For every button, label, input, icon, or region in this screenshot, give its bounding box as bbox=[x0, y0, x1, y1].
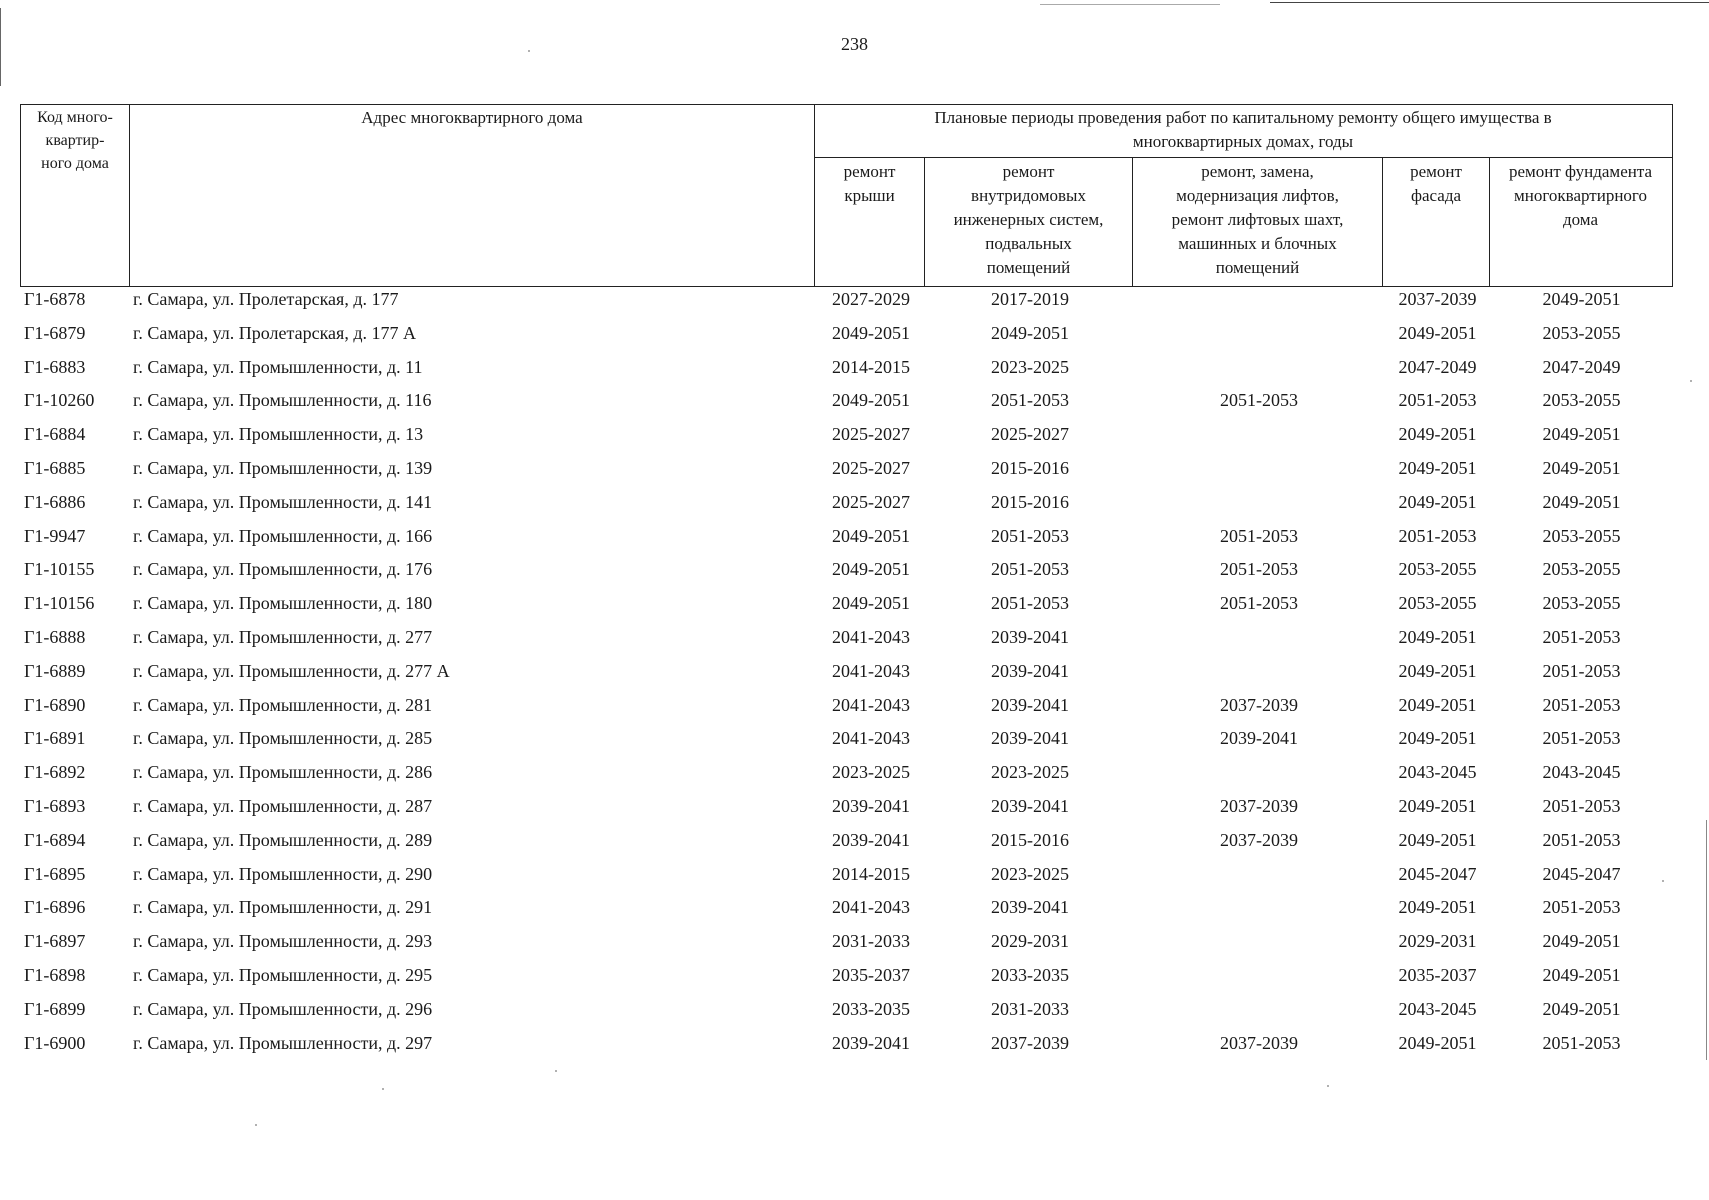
cell-lifts: 2039-2041 bbox=[1220, 728, 1298, 749]
cell-foundation: 2051-2053 bbox=[1542, 795, 1621, 816]
cell-engineering: 2015-2016 bbox=[991, 491, 1069, 512]
cell-engineering: 2051-2053 bbox=[991, 525, 1069, 546]
cell-code: Г1-6889 bbox=[24, 660, 86, 681]
cell-roof: 2014-2015 bbox=[832, 863, 910, 884]
table-row bbox=[20, 590, 1672, 624]
cell-engineering: 2049-2051 bbox=[991, 322, 1069, 343]
table-row bbox=[20, 421, 1672, 455]
table-row bbox=[20, 894, 1672, 928]
cell-engineering: 2015-2016 bbox=[991, 457, 1069, 478]
cell-facade: 2049-2051 bbox=[1398, 829, 1477, 850]
cell-roof: 2035-2037 bbox=[832, 964, 910, 985]
cell-roof: 2039-2041 bbox=[832, 795, 910, 816]
cell-foundation: 2053-2055 bbox=[1542, 593, 1621, 614]
cell-engineering: 2039-2041 bbox=[991, 694, 1069, 715]
cell-foundation: 2049-2051 bbox=[1542, 457, 1621, 478]
cell-address: г. Самара, ул. Промышленности, д. 139 bbox=[133, 457, 433, 478]
cell-foundation: 2049-2051 bbox=[1542, 964, 1621, 985]
cell-address: г. Самара, ул. Промышленности, д. 293 bbox=[133, 931, 433, 952]
cell-foundation: 2047-2049 bbox=[1542, 356, 1621, 377]
cell-foundation: 2049-2051 bbox=[1542, 424, 1621, 445]
header-lifts: ремонт, замена, модернизация лифтов, ремонт лифтовых шахт, машинных и блочных помещений bbox=[1171, 162, 1344, 277]
cell-engineering: 2031-2033 bbox=[991, 998, 1069, 1019]
cell-engineering: 2023-2025 bbox=[991, 356, 1069, 377]
table-row bbox=[20, 962, 1672, 996]
header-periods: Плановые периоды проведения работ по капитальному ремонту общего имущества в многоквартирных домах, годы bbox=[934, 108, 1552, 151]
cell-facade: 2049-2051 bbox=[1398, 491, 1477, 512]
table-row bbox=[20, 286, 1672, 320]
cell-roof: 2049-2051 bbox=[832, 322, 910, 343]
cell-facade: 2049-2051 bbox=[1398, 626, 1477, 647]
header-roof: ремонт крыши bbox=[843, 162, 896, 205]
cell-facade: 2049-2051 bbox=[1398, 457, 1477, 478]
cell-address: г. Самара, ул. Промышленности, д. 166 bbox=[133, 525, 433, 546]
cell-roof: 2041-2043 bbox=[832, 728, 910, 749]
scan-speck bbox=[255, 1124, 257, 1126]
cell-engineering: 2051-2053 bbox=[991, 593, 1069, 614]
cell-foundation: 2049-2051 bbox=[1542, 491, 1621, 512]
cell-code: Г1-6899 bbox=[24, 998, 86, 1019]
header-engineering: ремонт внутридомовых инженерных систем, подвальных помещений bbox=[953, 162, 1104, 277]
cell-address: г. Самара, ул. Промышленности, д. 290 bbox=[133, 863, 433, 884]
cell-roof: 2023-2025 bbox=[832, 762, 910, 783]
cell-lifts: 2037-2039 bbox=[1220, 795, 1298, 816]
table-row bbox=[20, 725, 1672, 759]
cell-engineering: 2033-2035 bbox=[991, 964, 1069, 985]
cell-foundation: 2051-2053 bbox=[1542, 728, 1621, 749]
cell-engineering: 2039-2041 bbox=[991, 626, 1069, 647]
cell-address: г. Самара, ул. Промышленности, д. 11 bbox=[133, 356, 423, 377]
cell-facade: 2049-2051 bbox=[1398, 728, 1477, 749]
cell-code: Г1-6890 bbox=[24, 694, 86, 715]
cell-roof: 2033-2035 bbox=[832, 998, 910, 1019]
cell-engineering: 2039-2041 bbox=[991, 660, 1069, 681]
cell-engineering: 2029-2031 bbox=[991, 931, 1069, 952]
cell-foundation: 2051-2053 bbox=[1542, 660, 1621, 681]
cell-engineering: 2025-2027 bbox=[991, 424, 1069, 445]
cell-engineering: 2039-2041 bbox=[991, 728, 1069, 749]
cell-roof: 2027-2029 bbox=[832, 289, 910, 309]
cell-code: Г1-6888 bbox=[24, 626, 86, 647]
cell-code: Г1-6897 bbox=[24, 931, 86, 952]
cell-address: г. Самара, ул. Промышленности, д. 180 bbox=[133, 593, 433, 614]
cell-foundation: 2045-2047 bbox=[1542, 863, 1621, 884]
cell-lifts: 2051-2053 bbox=[1220, 390, 1298, 411]
cell-roof: 2049-2051 bbox=[832, 390, 910, 411]
cell-address: г. Самара, ул. Промышленности, д. 286 bbox=[133, 762, 433, 783]
table-row bbox=[20, 861, 1672, 895]
cell-address: г. Самара, ул. Промышленности, д. 285 bbox=[133, 728, 433, 749]
periods-header-divider bbox=[814, 157, 1672, 158]
cell-code: Г1-6896 bbox=[24, 897, 86, 918]
cell-facade: 2049-2051 bbox=[1398, 1032, 1477, 1053]
cell-code: Г1-10260 bbox=[24, 390, 95, 411]
cell-roof: 2039-2041 bbox=[832, 829, 910, 850]
table-row bbox=[20, 658, 1672, 692]
cell-address: г. Самара, ул. Промышленности, д. 141 bbox=[133, 491, 433, 512]
cell-code: Г1-6883 bbox=[24, 356, 86, 377]
table-row bbox=[20, 489, 1672, 523]
cell-engineering: 2039-2041 bbox=[991, 897, 1069, 918]
cell-facade: 2053-2055 bbox=[1398, 593, 1477, 614]
cell-roof: 2049-2051 bbox=[832, 559, 910, 580]
cell-facade: 2043-2045 bbox=[1398, 998, 1477, 1019]
cell-roof: 2041-2043 bbox=[832, 897, 910, 918]
cell-lifts: 2037-2039 bbox=[1220, 694, 1298, 715]
cell-code: Г1-9947 bbox=[24, 525, 86, 546]
cell-lifts: 2051-2053 bbox=[1220, 525, 1298, 546]
cell-code: Г1-6885 bbox=[24, 457, 86, 478]
cell-code: Г1-10156 bbox=[24, 593, 95, 614]
cell-address: г. Самара, ул. Промышленности, д. 289 bbox=[133, 829, 433, 850]
cell-address: г. Самара, ул. Промышленности, д. 296 bbox=[133, 998, 433, 1019]
cell-lifts: 2051-2053 bbox=[1220, 559, 1298, 580]
cell-facade: 2049-2051 bbox=[1398, 424, 1477, 445]
cell-facade: 2029-2031 bbox=[1398, 931, 1477, 952]
cell-facade: 2049-2051 bbox=[1398, 897, 1477, 918]
table-row bbox=[20, 827, 1672, 861]
cell-foundation: 2053-2055 bbox=[1542, 390, 1621, 411]
cell-code: Г1-6893 bbox=[24, 795, 86, 816]
cell-address: г. Самара, ул. Промышленности, д. 287 bbox=[133, 795, 433, 816]
table-row bbox=[20, 354, 1672, 388]
table-row bbox=[20, 556, 1672, 590]
cell-roof: 2031-2033 bbox=[832, 931, 910, 952]
cell-code: Г1-10155 bbox=[24, 559, 95, 580]
cell-code: Г1-6898 bbox=[24, 964, 86, 985]
cell-facade: 2049-2051 bbox=[1398, 795, 1477, 816]
cell-code: Г1-6895 bbox=[24, 863, 86, 884]
cell-roof: 2049-2051 bbox=[832, 593, 910, 614]
table-row bbox=[20, 692, 1672, 726]
cell-address: г. Самара, ул. Промышленности, д. 291 bbox=[133, 897, 433, 918]
page-number: 238 bbox=[841, 34, 868, 54]
cell-roof: 2041-2043 bbox=[832, 626, 910, 647]
cell-code: Г1-6884 bbox=[24, 424, 86, 445]
cell-engineering: 2037-2039 bbox=[991, 1032, 1069, 1053]
cell-address: г. Самара, ул. Промышленности, д. 281 bbox=[133, 694, 433, 715]
cell-lifts: 2037-2039 bbox=[1220, 829, 1298, 850]
cell-facade: 2049-2051 bbox=[1398, 322, 1477, 343]
cell-engineering: 2015-2016 bbox=[991, 829, 1069, 850]
cell-address: г. Самара, ул. Промышленности, д. 277 bbox=[133, 626, 433, 647]
table-row bbox=[20, 759, 1672, 793]
table-row bbox=[20, 996, 1672, 1030]
cell-address: г. Самара, ул. Пролетарская, д. 177 bbox=[133, 289, 399, 309]
scan-speck bbox=[528, 50, 530, 52]
cell-facade: 2045-2047 bbox=[1398, 863, 1477, 884]
cell-foundation: 2049-2051 bbox=[1542, 289, 1621, 309]
cell-foundation: 2053-2055 bbox=[1542, 559, 1621, 580]
scan-edge-line-right bbox=[1706, 820, 1707, 1060]
cell-roof: 2025-2027 bbox=[832, 457, 910, 478]
cell-foundation: 2051-2053 bbox=[1542, 1032, 1621, 1053]
cell-address: г. Самара, ул. Промышленности, д. 116 bbox=[133, 390, 432, 411]
cell-code: Г1-6892 bbox=[24, 762, 86, 783]
cell-code: Г1-6900 bbox=[24, 1032, 86, 1053]
cell-roof: 2014-2015 bbox=[832, 356, 910, 377]
cell-foundation: 2049-2051 bbox=[1542, 998, 1621, 1019]
cell-code: Г1-6878 bbox=[24, 289, 86, 309]
cell-address: г. Самара, ул. Промышленности, д. 176 bbox=[133, 559, 433, 580]
cell-foundation: 2051-2053 bbox=[1542, 694, 1621, 715]
cell-facade: 2051-2053 bbox=[1398, 390, 1477, 411]
cell-roof: 2041-2043 bbox=[832, 660, 910, 681]
cell-engineering: 2051-2053 bbox=[991, 559, 1069, 580]
cell-facade: 2051-2053 bbox=[1398, 525, 1477, 546]
scan-speck bbox=[1327, 1085, 1329, 1087]
cell-facade: 2043-2045 bbox=[1398, 762, 1477, 783]
scan-speck bbox=[382, 1088, 384, 1090]
cell-code: Г1-6894 bbox=[24, 829, 86, 850]
cell-foundation: 2049-2051 bbox=[1542, 931, 1621, 952]
header-foundation: ремонт фундамента многоквартирного дома bbox=[1508, 162, 1653, 229]
table-body bbox=[20, 286, 1672, 1063]
cell-engineering: 2051-2053 bbox=[991, 390, 1069, 411]
cell-lifts: 2051-2053 bbox=[1220, 593, 1298, 614]
table-row bbox=[20, 793, 1672, 827]
header-code: Код много- квартир- ного дома bbox=[37, 109, 113, 172]
cell-address: г. Самара, ул. Промышленности, д. 297 bbox=[133, 1032, 433, 1053]
cell-engineering: 2039-2041 bbox=[991, 795, 1069, 816]
cell-roof: 2039-2041 bbox=[832, 1032, 910, 1053]
header-address: Адрес многоквартирного дома bbox=[361, 108, 583, 127]
cell-facade: 2053-2055 bbox=[1398, 559, 1477, 580]
scan-speck bbox=[1690, 380, 1692, 382]
scan-speck bbox=[1662, 880, 1664, 882]
cell-code: Г1-6891 bbox=[24, 728, 86, 749]
table-row bbox=[20, 455, 1672, 489]
cell-address: г. Самара, ул. Промышленности, д. 13 bbox=[133, 424, 424, 445]
table-row bbox=[20, 523, 1672, 557]
cell-engineering: 2017-2019 bbox=[991, 289, 1069, 309]
cell-engineering: 2023-2025 bbox=[991, 762, 1069, 783]
cell-engineering: 2023-2025 bbox=[991, 863, 1069, 884]
cell-address: г. Самара, ул. Промышленности, д. 277 А bbox=[133, 660, 450, 681]
cell-roof: 2025-2027 bbox=[832, 424, 910, 445]
cell-code: Г1-6886 bbox=[24, 491, 86, 512]
cell-address: г. Самара, ул. Пролетарская, д. 177 А bbox=[133, 322, 416, 343]
cell-roof: 2049-2051 bbox=[832, 525, 910, 546]
cell-facade: 2047-2049 bbox=[1398, 356, 1477, 377]
table-row bbox=[20, 320, 1672, 354]
cell-facade: 2049-2051 bbox=[1398, 660, 1477, 681]
cell-facade: 2037-2039 bbox=[1398, 289, 1477, 309]
scan-edge-line-top-mid bbox=[1040, 4, 1220, 5]
cell-address: г. Самара, ул. Промышленности, д. 295 bbox=[133, 964, 433, 985]
scan-edge-line-top-right bbox=[1270, 2, 1709, 3]
cell-facade: 2035-2037 bbox=[1398, 964, 1477, 985]
cell-foundation: 2053-2055 bbox=[1542, 322, 1621, 343]
cell-roof: 2041-2043 bbox=[832, 694, 910, 715]
table-row bbox=[20, 1030, 1672, 1064]
header-facade: ремонт фасада bbox=[1410, 162, 1462, 205]
cell-lifts: 2037-2039 bbox=[1220, 1032, 1298, 1053]
cell-foundation: 2051-2053 bbox=[1542, 829, 1621, 850]
col-divider-code bbox=[129, 104, 130, 286]
table-row bbox=[20, 624, 1672, 658]
cell-foundation: 2053-2055 bbox=[1542, 525, 1621, 546]
scan-speck bbox=[555, 1070, 557, 1072]
cell-foundation: 2043-2045 bbox=[1542, 762, 1621, 783]
cell-facade: 2049-2051 bbox=[1398, 694, 1477, 715]
cell-foundation: 2051-2053 bbox=[1542, 626, 1621, 647]
table-row bbox=[20, 928, 1672, 962]
cell-code: Г1-6879 bbox=[24, 322, 86, 343]
cell-roof: 2025-2027 bbox=[832, 491, 910, 512]
cell-foundation: 2051-2053 bbox=[1542, 897, 1621, 918]
table-row bbox=[20, 387, 1672, 421]
